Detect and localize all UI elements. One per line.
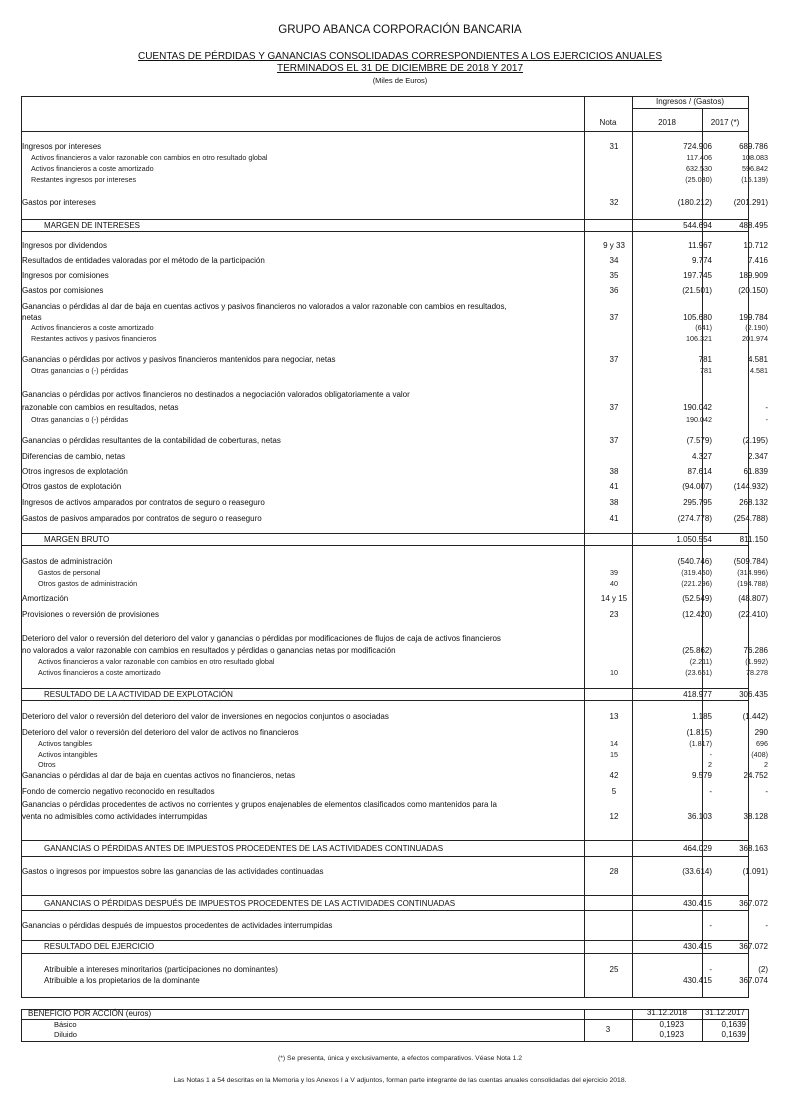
notes-footnote: Las Notas 1 a 54 descritas en la Memoria y los Anexos I a V adjuntos, forman parte integrante de las cuentas anuales consolidadas del ejercicio 2018. xyxy=(173,1077,627,1084)
eps-diluted-label: Diluido xyxy=(54,1030,77,1039)
table-row: Ganancias o pérdidas por activos y pasivos financieros mantenidos para negociar, netas 37 781 4.581 xyxy=(22,355,768,364)
table-row: Gastos por comisiones 36 (21.501) (20.150) xyxy=(22,286,768,295)
table-row: Otros ingresos de explotación 38 87.614 61.839 xyxy=(22,467,768,476)
table-row: Gastos de pasivos amparados por contratos de seguro o reaseguro 41 (274.778) (254.788) xyxy=(22,514,768,523)
eps-basic-label: Básico xyxy=(54,1020,77,1029)
table-row: Otros 2 2 xyxy=(38,760,768,769)
year-2018-header: 2018 xyxy=(658,118,676,127)
table-row: razonable con cambios en resultados, netas 37 190.042 - xyxy=(22,403,768,412)
table-row: Ganancias o pérdidas procedentes de activos no corrientes y grupos enajenables de elementos clasificados como mantenidos para la xyxy=(22,800,497,809)
table-row: Restantes ingresos por intereses (25.030) (15.139) xyxy=(31,175,768,184)
statement-title: CUENTAS DE PÉRDIDAS Y GANANCIAS CONSOLIDADAS CORRESPONDIENTES A LOS EJERCICIOS ANUALES xyxy=(137,51,663,62)
income-expense-header: Ingresos / (Gastos) xyxy=(655,97,725,106)
table-row: Ganancias o pérdidas al dar de baja en cuentas activos no financieros, netas 42 9.579 24.752 xyxy=(22,771,768,780)
subtotal-row: RESULTADO DE LA ACTIVIDAD DE EXPLOTACIÓN 418.977 306.435 xyxy=(44,690,768,699)
table-row: Ingresos por intereses 31 724.906 689.786 xyxy=(22,142,768,151)
subtotal-row: GANANCIAS O PÉRDIDAS DESPUÉS DE IMPUESTOS PROCEDENTES DE LAS ACTIVIDADES CONTINUADAS 430.415 367.072 xyxy=(44,899,768,908)
table-row: Otros gastos de administración 40 (221.296) (194.788) xyxy=(38,579,768,588)
table-row: Activos financieros a valor razonable con cambios en otro resultado global 117.406 108.083 xyxy=(31,153,768,162)
eps-diluted-2017: 0,1639 xyxy=(721,1030,746,1039)
table-row: Activos financieros a coste amortizado (641) (2.190) xyxy=(31,323,768,332)
table-row: Deterioro del valor o reversión del deterioro del valor y ganancias o pérdidas por modificaciones de flujos de caja de activos financieros xyxy=(22,634,501,643)
subtotal-row: RESULTADO DEL EJERCICIO 430.415 367.072 xyxy=(44,942,768,951)
table-row: Ingresos por comisiones 35 197.745 189.909 xyxy=(22,271,768,280)
company-title: GRUPO ABANCA CORPORACIÓN BANCARIA xyxy=(278,24,522,36)
subtotal-row: MARGEN BRUTO 1.050.554 811.150 xyxy=(44,535,768,544)
table-row: Activos financieros a valor razonable con cambios en otro resultado global (2.211) (1.992) xyxy=(38,657,768,666)
table-row: venta no admisibles como actividades interrumpidas 12 36.103 38.128 xyxy=(22,812,768,821)
note-header: Nota xyxy=(599,118,617,127)
table-row: Amortización 14 y 15 (52.549) (48.807) xyxy=(22,594,768,603)
eps-diluted-2018: 0,1923 xyxy=(659,1030,684,1039)
table-row: Activos tangibles 14 (1.817) 696 xyxy=(38,739,768,748)
table-row: Provisiones o reversión de provisiones 23 (12.420) (22.410) xyxy=(22,610,768,619)
table-row: Ganancias o pérdidas después de impuestos procedentes de actividades interrumpidas - - xyxy=(22,921,768,930)
year-2017-header: 2017 (*) xyxy=(710,118,740,127)
table-row: Otras ganancias o (-) pérdidas 190.042 - xyxy=(31,415,768,424)
subtotal-row: GANANCIAS O PÉRDIDAS ANTES DE IMPUESTOS PROCEDENTES DE LAS ACTIVIDADES CONTINUADAS 464.029 368.163 xyxy=(44,844,768,853)
eps-note: 3 xyxy=(605,1025,611,1034)
table-row: Deterioro del valor o reversión del deterioro del valor de inversiones en negocios conjuntos o asociadas 13 1.185 (1.442) xyxy=(22,712,768,721)
table-row: Activos financieros a coste amortizado 10 (23.651) 78.278 xyxy=(38,668,768,677)
table-row: Activos intangibles 15 - (408) xyxy=(38,750,768,759)
comparative-footnote: (*) Se presenta, única y exclusivamente, a efectos comparativos. Véase Nota 1.2 xyxy=(277,1055,523,1062)
table-row: Ingresos de activos amparados por contratos de seguro o reaseguro 38 295.795 268.132 xyxy=(22,498,768,507)
table-row: Ganancias o pérdidas por activos financieros no destinados a negociación valorados obligatoriamente a valor xyxy=(22,390,410,399)
units-label: (Miles de Euros) xyxy=(372,76,428,85)
statement-subtitle: TERMINADOS EL 31 DE DICIEMBRE DE 2018 Y 2017 xyxy=(276,63,524,74)
eps-basic-2017: 0,1639 xyxy=(721,1020,746,1029)
table-row: Restantes activos y pasivos financieros 106.321 201.974 xyxy=(31,334,768,343)
table-row: Atribuible a intereses minoritarios (participaciones no dominantes) 25 - (2) xyxy=(44,965,768,974)
table-row: netas 37 105.680 199.784 xyxy=(22,313,768,322)
table-row: Diferencias de cambio, netas 4.327 2.347 xyxy=(22,452,768,461)
table-row: Ingresos por dividendos 9 y 33 11.967 10.712 xyxy=(22,241,768,250)
table-row: no valorados a valor razonable con cambios en resultados y pérdidas o ganancias netas por modificación (25.862) 76.286 xyxy=(22,646,768,655)
table-row: Ganancias o pérdidas resultantes de la contabilidad de coberturas, netas 37 (7.579) (2.195) xyxy=(22,436,768,445)
table-row: Fondo de comercio negativo reconocido en resultados 5 - - xyxy=(22,787,768,796)
table-row: Gastos por intereses 32 (180.212) (201.291) xyxy=(22,198,768,207)
table-row: Activos financieros a coste amortizado 632.530 596.842 xyxy=(31,164,768,173)
subtotal-row: MARGEN DE INTERESES 544.694 488.495 xyxy=(44,221,768,230)
table-row: Atribuible a los propietarios de la dominante 430.415 367.074 xyxy=(44,976,768,985)
table-row: Resultados de entidades valoradas por el método de la participación 34 9.774 7.416 xyxy=(22,256,768,265)
eps-title: BENEFICIO POR ACCIÓN (euros) xyxy=(28,1009,152,1018)
table-row: Otras ganancias o (-) pérdidas 781 4.581 xyxy=(31,366,768,375)
eps-date-2018: 31.12.2018 xyxy=(646,1008,688,1017)
table-row: Otros gastos de explotación 41 (94.007) (144.932) xyxy=(22,482,768,491)
eps-basic-2018: 0,1923 xyxy=(659,1020,684,1029)
table-row: Gastos de personal 39 (319.450) (314.996) xyxy=(38,568,768,577)
table-row: Deterioro del valor o reversión del deterioro del valor de activos no financieros (1.815) 290 xyxy=(22,728,768,737)
eps-date-2017: 31.12.2017 xyxy=(704,1008,746,1017)
table-row: Gastos o ingresos por impuestos sobre las ganancias de las actividades continuadas 28 (33.614) (1.091) xyxy=(22,867,768,876)
table-row: Ganancias o pérdidas al dar de baja en cuentas activos y pasivos financieros no valorados a valor razonable con cambios en resultados, xyxy=(22,302,507,311)
table-row: Gastos de administración (540.746) (509.784) xyxy=(22,557,768,566)
